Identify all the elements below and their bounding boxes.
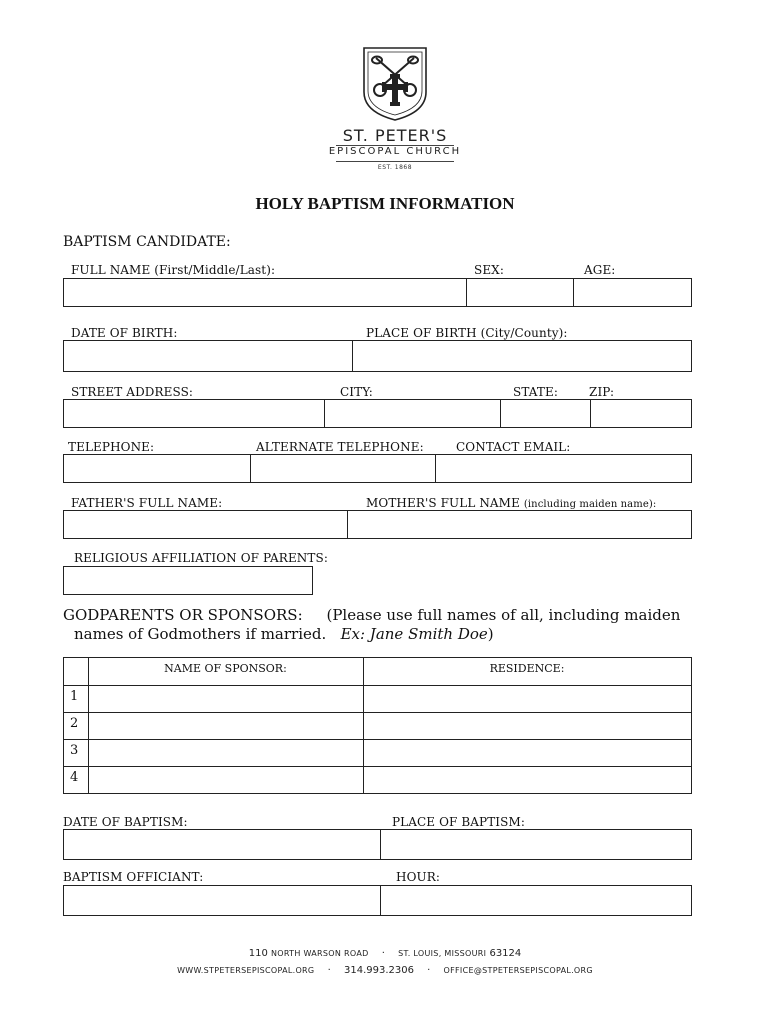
sponsor-row-number: 2: [70, 716, 79, 731]
column-header-residence: RESIDENCE:: [489, 662, 565, 675]
label-place-of-baptism: PLACE OF BAPTISM:: [392, 815, 525, 829]
church-logo: [362, 46, 428, 122]
father-name-field[interactable]: [64, 511, 347, 538]
sponsors-close-paren: ): [487, 625, 494, 643]
sponsor-row-number: 3: [70, 743, 79, 758]
label-state: STATE:: [513, 385, 558, 399]
telephone-field[interactable]: [64, 455, 250, 482]
label-mother-name: [366, 496, 656, 510]
sponsor-name-field-1[interactable]: [89, 686, 363, 712]
label-mother-name-note: (including maiden name):: [523, 499, 657, 510]
sponsors-table: [63, 657, 692, 794]
column-header-name: NAME OF SPONSOR:: [164, 662, 287, 675]
established-year: EST. 1868: [377, 164, 413, 171]
label-city: CITY:: [340, 385, 373, 399]
sex-field[interactable]: [467, 279, 573, 306]
place-of-baptism-field[interactable]: [381, 830, 691, 859]
sponsor-row-number: 1: [70, 689, 79, 704]
row-birth: [63, 340, 692, 372]
form-title: HOLY BAPTISM INFORMATION: [255, 194, 515, 213]
footer-separator: ·: [327, 965, 331, 976]
row-parents: [63, 510, 692, 539]
label-full-name: FULL NAME (First/Middle/Last):: [71, 263, 276, 277]
church-name: ST. PETER'S: [342, 126, 448, 145]
state-field[interactable]: [501, 400, 590, 427]
section-godparents: GODPARENTS OR SPONSORS:: [63, 606, 303, 624]
sponsors-example: Ex: Jane Smith Doe: [340, 625, 488, 643]
label-street-address: STREET ADDRESS:: [71, 385, 194, 399]
sponsors-note-1: (Please use full names of all, including maiden: [326, 606, 681, 624]
footer-address: [0, 948, 770, 959]
place-of-birth-field[interactable]: [353, 341, 691, 371]
label-alternate-telephone: ALTERNATE TELEPHONE:: [256, 440, 424, 454]
zip-field[interactable]: [591, 400, 691, 427]
row-contact: [63, 454, 692, 483]
label-zip: ZIP:: [589, 385, 615, 399]
footer-city: ST. LOUIS, MISSOURI: [398, 949, 487, 958]
sponsors-heading-block: [63, 606, 703, 644]
label-sex: SEX:: [474, 263, 504, 277]
sponsor-residence-field-2[interactable]: [364, 713, 691, 739]
footer-street: NORTH WARSON ROAD: [271, 949, 369, 958]
footer-separator: ·: [381, 948, 385, 959]
label-place-of-birth: PLACE OF BIRTH (City/County):: [366, 326, 568, 340]
footer-zip: 63124: [489, 948, 522, 959]
sponsors-line-1: [63, 606, 703, 625]
label-mother-name-text: MOTHER'S FULL NAME: [366, 496, 520, 510]
sponsor-residence-field-4[interactable]: [364, 767, 691, 793]
section-baptism-candidate: BAPTISM CANDIDATE:: [63, 234, 231, 250]
label-telephone: TELEPHONE:: [68, 440, 155, 454]
mother-name-field[interactable]: [348, 511, 691, 538]
brand-rule-top: [336, 145, 454, 146]
sponsor-name-field-3[interactable]: [89, 740, 363, 766]
date-of-birth-field[interactable]: [64, 341, 352, 371]
footer-website: WWW.STPETERSEPISCOPAL.ORG: [177, 966, 315, 975]
alternate-telephone-field[interactable]: [251, 455, 435, 482]
full-name-field[interactable]: [64, 279, 466, 306]
sponsor-name-field-4[interactable]: [89, 767, 363, 793]
footer-street-number: 110: [248, 948, 268, 959]
footer-separator: ·: [427, 965, 431, 976]
label-date-of-birth: DATE OF BIRTH:: [71, 326, 178, 340]
sponsor-row-number: 4: [70, 770, 79, 785]
row-officiant-hour: [63, 885, 692, 916]
footer-email: OFFICE@STPETERSEPISCOPAL.ORG: [443, 966, 593, 975]
baptism-officiant-field[interactable]: [64, 886, 380, 915]
street-address-field[interactable]: [64, 400, 324, 427]
row-address: [63, 399, 692, 428]
label-hour: HOUR:: [396, 870, 440, 884]
date-of-baptism-field[interactable]: [64, 830, 380, 859]
label-religious-affiliation: RELIGIOUS AFFILIATION OF PARENTS:: [74, 551, 328, 565]
sponsors-note-2: names of Godmothers if married.: [74, 625, 327, 643]
sponsor-residence-field-1[interactable]: [364, 686, 691, 712]
sponsor-name-field-2[interactable]: [89, 713, 363, 739]
label-baptism-officiant: BAPTISM OFFICIANT:: [63, 870, 204, 884]
row-name-sex-age: [63, 278, 692, 307]
row-baptism-date-place: [63, 829, 692, 860]
crossed-keys-shield-icon: [362, 46, 428, 122]
label-date-of-baptism: DATE OF BAPTISM:: [63, 815, 188, 829]
religious-affiliation-field[interactable]: [63, 566, 313, 595]
sponsor-residence-field-3[interactable]: [364, 740, 691, 766]
label-father-name: FATHER'S FULL NAME:: [71, 496, 223, 510]
label-contact-email: CONTACT EMAIL:: [456, 440, 571, 454]
sponsors-line-2: [63, 625, 703, 644]
city-field[interactable]: [325, 400, 500, 427]
label-age: AGE:: [584, 263, 616, 277]
brand-rule-bottom: [336, 161, 454, 162]
hour-field[interactable]: [381, 886, 691, 915]
age-field[interactable]: [574, 279, 691, 306]
footer-phone: 314.993.2306: [343, 965, 414, 976]
church-subtitle: EPISCOPAL CHURCH: [328, 146, 462, 157]
contact-email-field[interactable]: [436, 455, 691, 482]
footer-contact: [0, 965, 770, 976]
